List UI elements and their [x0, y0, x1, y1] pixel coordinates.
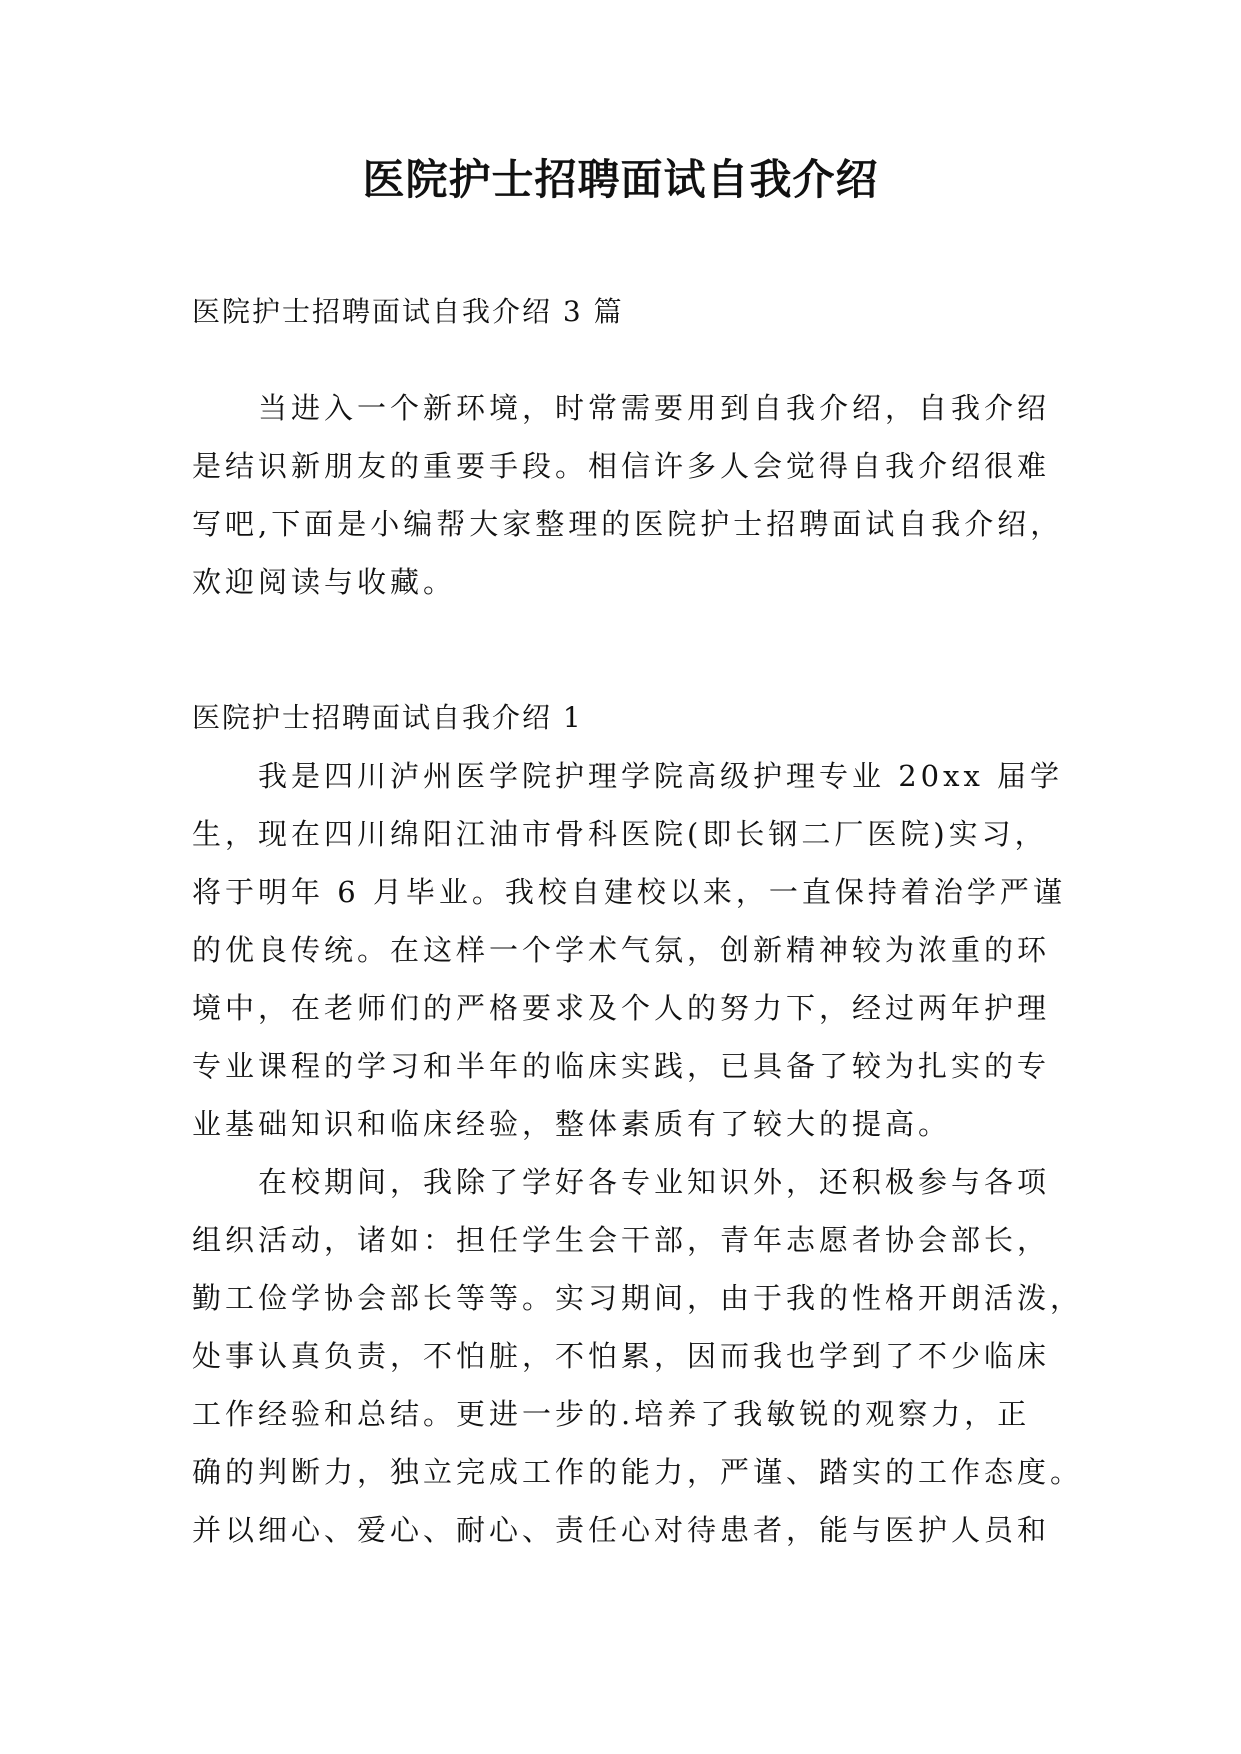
paragraph1-line-3: 将于明年 6 月毕业。我校自建校以来，一直保持着治学严谨 [192, 875, 1066, 909]
intro-line-3: 写吧,下面是小编帮大家整理的医院护士招聘面试自我介绍， [192, 507, 1064, 541]
intro-line-4: 欢迎阅读与收藏。 [192, 565, 457, 599]
paragraph2-line-1: 在校期间，我除了学好各专业知识外，还积极参与各项 [258, 1165, 1051, 1199]
paragraph1-line-5: 境中，在老师们的严格要求及个人的努力下，经过两年护理 [192, 991, 1051, 1025]
document-title: 医院护士招聘面试自我介绍 [362, 155, 879, 204]
intro-line-1: 当进入一个新环境，时常需要用到自我介绍，自我介绍 [258, 391, 1051, 425]
paragraph2-line-7: 并以细心、爱心、耐心、责任心对待患者，能与医护人员和 [192, 1513, 1051, 1547]
paragraph2-line-4: 处事认真负责，不怕脏，不怕累，因而我也学到了不少临床 [192, 1339, 1051, 1373]
intro-line-2: 是结识新朋友的重要手段。相信许多人会觉得自我介绍很难 [192, 449, 1051, 483]
section-heading-1: 医院护士招聘面试自我介绍 1 [192, 701, 583, 734]
paragraph1-line-4: 的优良传统。在这样一个学术气氛，创新精神较为浓重的环 [192, 933, 1051, 967]
paragraph2-line-3: 勤工俭学协会部长等等。实习期间，由于我的性格开朗活泼， [192, 1281, 1084, 1315]
document-subtitle: 医院护士招聘面试自我介绍 3 篇 [192, 295, 624, 328]
paragraph2-line-2: 组织活动，诸如：担任学生会干部，青年志愿者协会部长， [192, 1223, 1051, 1257]
paragraph2-line-5: 工作经验和总结。更进一步的.培养了我敏锐的观察力，正 [192, 1397, 1031, 1431]
paragraph1-line-6: 专业课程的学习和半年的临床实践，已具备了较为扎实的专 [192, 1049, 1051, 1083]
paragraph2-line-6: 确的判断力，独立完成工作的能力，严谨、踏实的工作态度。 [192, 1455, 1084, 1489]
paragraph1-line-7: 业基础知识和临床经验，整体素质有了较大的提高。 [192, 1107, 952, 1141]
paragraph1-line-2: 生，现在四川绵阳江油市骨科医院(即长钢二厂医院)实习， [192, 817, 1048, 851]
paragraph1-line-1: 我是四川泸州医学院护理学院高级护理专业 20xx 届学 [258, 759, 1064, 793]
